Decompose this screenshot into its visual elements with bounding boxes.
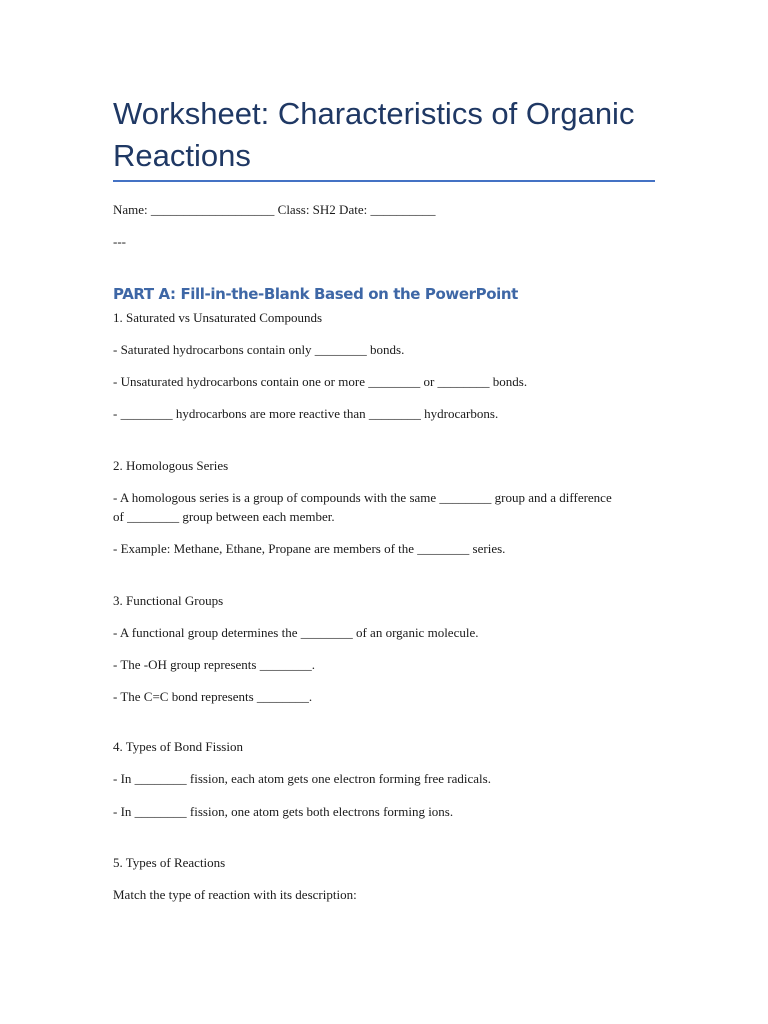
section-4-heading: 4. Types of Bond Fission bbox=[113, 739, 243, 754]
section-2-heading: 2. Homologous Series bbox=[113, 458, 229, 473]
section-3-item-1: - A functional group determines the ________ of an organic molecule. bbox=[113, 625, 479, 640]
section-2-item-1: - A homologous series is a group of compounds with the same ________ group and a difference of ________ group between each member. bbox=[113, 490, 612, 524]
section-1-item-3: - ________ hydrocarbons are more reactive than ________ hydrocarbons. bbox=[113, 406, 499, 421]
section-1-item-2: - Unsaturated hydrocarbons contain one or more ________ or ________ bonds. bbox=[113, 374, 528, 389]
section-4-item-2: - In ________ fission, one atom gets both electrons forming ions. bbox=[113, 804, 454, 819]
section-1-item-1: - Saturated hydrocarbons contain only ________ bonds. bbox=[113, 342, 405, 357]
section-3-item-2: - The -OH group represents ________. bbox=[113, 657, 315, 672]
separator: --- bbox=[113, 234, 126, 249]
section-3-item-3: - The C=C bond represents ________. bbox=[113, 689, 313, 704]
worksheet-title: Worksheet: Characteristics of Organic Reactions bbox=[113, 96, 635, 173]
section-4-item-1: - In ________ fission, each atom gets one electron forming free radicals. bbox=[113, 771, 491, 786]
section-1-heading: 1. Saturated vs Unsaturated Compounds bbox=[113, 310, 323, 325]
section-2-item-2: - Example: Methane, Ethane, Propane are members of the ________ series. bbox=[113, 541, 506, 556]
section-5-heading: 5. Types of Reactions bbox=[113, 855, 226, 870]
section-3-heading: 3. Functional Groups bbox=[113, 593, 224, 608]
part-a-heading: PART A: Fill-in-the-Blank Based on the PowerPoint bbox=[113, 285, 518, 303]
title-underline bbox=[113, 180, 655, 182]
name-class-date-line: Name: ___________________ Class: SH2 Date: __________ bbox=[113, 202, 436, 217]
section-5-instruction: Match the type of reaction with its description: bbox=[113, 887, 357, 902]
